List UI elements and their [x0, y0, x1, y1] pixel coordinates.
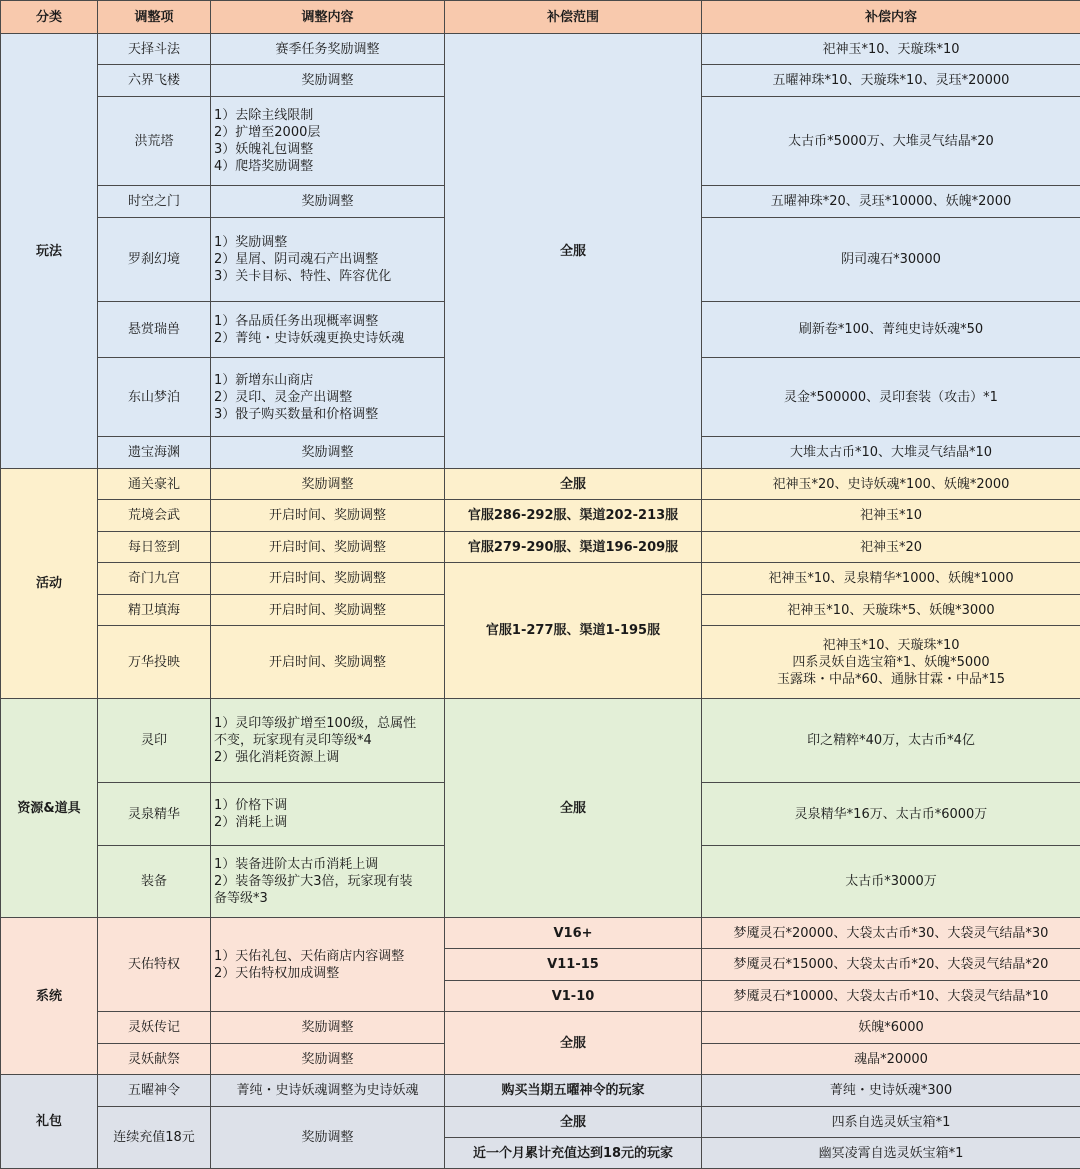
compensation-cell: 幽冥凌霄自选灵妖宝箱*1 — [702, 1138, 1080, 1169]
content-line: 2）强化消耗资源上调 — [214, 750, 340, 765]
table-row — [1, 918, 1080, 949]
content-line: 不变，玩家现有灵印等级*4 — [214, 733, 372, 748]
table-row — [1, 1107, 1080, 1138]
scope-cell: V1-10 — [445, 981, 702, 1012]
item-cell: 洪荒塔 — [98, 97, 211, 186]
content-cell: 菁纯・史诗妖魂调整为史诗妖魂 — [211, 1075, 445, 1107]
content-line: 1）去除主线限制 — [214, 108, 314, 123]
content-line: 3）妖魄礼包调整 — [214, 142, 314, 157]
header-item: 调整项 — [98, 1, 211, 34]
content-line: 2）天佑特权加成调整 — [214, 965, 340, 981]
content-line: 1）装备进阶太古币消耗上调 — [214, 857, 379, 872]
item-cell: 万华投映 — [98, 626, 211, 699]
table-row — [1, 469, 1080, 500]
scope-cell: 官服279-290服、渠道196-209服 — [445, 532, 702, 563]
content-cell: 开启时间、奖励调整 — [211, 595, 445, 626]
table-row — [1, 532, 1080, 563]
compensation-cell: 大堆太古币*10、大堆灵气结晶*10 — [702, 437, 1080, 469]
content-line: 备等级*3 — [214, 891, 268, 906]
scope-cell: 官服1-277服、渠道1-195服 — [445, 563, 702, 699]
compensation-cell: 祀神玉*20 — [702, 532, 1080, 563]
item-cell: 荒境会武 — [98, 500, 211, 532]
compensation-cell: 印之精粹*40万，太古币*4亿 — [702, 699, 1080, 783]
item-cell: 遗宝海渊 — [98, 437, 211, 469]
category-resource: 资源&道具 — [1, 699, 98, 918]
content-cell — [211, 358, 445, 437]
compensation-cell: 祀神玉*10、天璇珠*5、妖魄*3000 — [702, 595, 1080, 626]
compensation-cell: 祀神玉*20、史诗妖魂*100、妖魄*2000 — [702, 469, 1080, 500]
content-cell: 奖励调整 — [211, 437, 445, 469]
content-line: 1）天佑礼包、天佑商店内容调整 — [214, 948, 405, 964]
content-cell — [211, 97, 445, 186]
compensation-cell — [702, 626, 1080, 699]
item-cell: 灵泉精华 — [98, 783, 211, 846]
table-row — [1, 500, 1080, 532]
table-row — [1, 1012, 1080, 1044]
compensation-cell: 阴司魂石*30000 — [702, 218, 1080, 302]
comp-line: 四系灵妖自选宝箱*1、妖魄*5000 — [792, 654, 990, 670]
compensation-cell: 祀神玉*10 — [702, 500, 1080, 532]
category-activity: 活动 — [1, 469, 98, 699]
category-gameplay: 玩法 — [1, 34, 98, 469]
scope-cell: 近一个月累计充值达到18元的玩家 — [445, 1138, 702, 1169]
compensation-cell: 梦魇灵石*10000、大袋太古币*10、大袋灵气结晶*10 — [702, 981, 1080, 1012]
content-line: 2）消耗上调 — [214, 815, 288, 830]
item-cell: 东山梦泊 — [98, 358, 211, 437]
compensation-cell: 太古币*5000万、大堆灵气结晶*20 — [702, 97, 1080, 186]
content-cell — [211, 302, 445, 358]
content-cell: 开启时间、奖励调整 — [211, 532, 445, 563]
item-cell: 五曜神令 — [98, 1075, 211, 1107]
compensation-cell: 五曜神珠*20、灵珏*10000、妖魄*2000 — [702, 186, 1080, 218]
comp-line: 玉露珠・中品*60、通脉甘霖・中品*15 — [776, 671, 1006, 687]
item-cell: 灵印 — [98, 699, 211, 783]
compensation-cell: 五曜神珠*10、天璇珠*10、灵珏*20000 — [702, 65, 1080, 97]
item-cell: 灵妖传记 — [98, 1012, 211, 1044]
content-cell: 开启时间、奖励调整 — [211, 563, 445, 595]
compensation-cell: 祀神玉*10、灵泉精华*1000、妖魄*1000 — [702, 563, 1080, 595]
content-cell: 奖励调整 — [211, 65, 445, 97]
content-line: 1）新增东山商店 — [214, 372, 314, 388]
content-cell: 开启时间、奖励调整 — [211, 626, 445, 699]
content-line: 2）扩增至2000层 — [214, 125, 321, 140]
content-line: 1）奖励调整 — [214, 235, 288, 250]
compensation-cell: 妖魄*6000 — [702, 1012, 1080, 1044]
scope-cell: V11-15 — [445, 949, 702, 981]
content-line: 3）关卡目标、特性、阵容优化 — [214, 269, 392, 284]
content-line: 1）各品质任务出现概率调整 — [214, 313, 379, 329]
item-cell: 通关豪礼 — [98, 469, 211, 500]
scope-cell: 全服 — [445, 1107, 702, 1138]
content-line: 2）菁纯・史诗妖魂更换史诗妖魂 — [214, 330, 405, 346]
compensation-cell: 梦魇灵石*15000、大袋太古币*20、大袋灵气结晶*20 — [702, 949, 1080, 981]
compensation-cell: 刷新卷*100、菁纯史诗妖魂*50 — [702, 302, 1080, 358]
item-cell: 连续充值18元 — [98, 1107, 211, 1169]
header-content: 调整内容 — [211, 1, 445, 34]
compensation-cell: 灵金*500000、灵印套装（攻击）*1 — [702, 358, 1080, 437]
scope-cell: 全服 — [445, 34, 702, 469]
scope-cell: 全服 — [445, 1012, 702, 1075]
compensation-cell: 灵泉精华*16万、太古币*6000万 — [702, 783, 1080, 846]
content-cell — [211, 218, 445, 302]
content-line: 1）灵印等级扩增至100级，总属性 — [214, 716, 417, 731]
item-cell: 时空之门 — [98, 186, 211, 218]
comp-line: 祀神玉*10、天璇珠*10 — [822, 637, 960, 653]
content-line: 1）价格下调 — [214, 798, 288, 813]
scope-cell: 全服 — [445, 699, 702, 918]
compensation-cell: 祀神玉*10、天璇珠*10 — [702, 34, 1080, 65]
header-compensation: 补偿内容 — [702, 1, 1080, 34]
table-row — [1, 563, 1080, 595]
content-line: 2）星屑、阴司魂石产出调整 — [214, 252, 379, 267]
content-cell: 奖励调整 — [211, 1107, 445, 1169]
item-cell: 天佑特权 — [98, 918, 211, 1012]
table-row — [1, 1075, 1080, 1107]
item-cell: 奇门九宫 — [98, 563, 211, 595]
compensation-cell: 菁纯・史诗妖魂*300 — [702, 1075, 1080, 1107]
content-cell — [211, 846, 445, 918]
table-row — [1, 699, 1080, 783]
scope-cell: 购买当期五曜神令的玩家 — [445, 1075, 702, 1107]
header-category: 分类 — [1, 1, 98, 34]
scope-cell: V16+ — [445, 918, 702, 949]
item-cell: 天择斗法 — [98, 34, 211, 65]
content-cell — [211, 699, 445, 783]
content-cell — [211, 918, 445, 1012]
scope-cell: 全服 — [445, 469, 702, 500]
item-cell: 每日签到 — [98, 532, 211, 563]
item-cell: 悬赏瑞兽 — [98, 302, 211, 358]
category-gift: 礼包 — [1, 1075, 98, 1169]
item-cell: 罗刹幻境 — [98, 218, 211, 302]
item-cell: 六界飞楼 — [98, 65, 211, 97]
content-line: 2）灵印、灵金产出调整 — [214, 389, 353, 405]
content-cell: 开启时间、奖励调整 — [211, 500, 445, 532]
compensation-cell: 梦魇灵石*20000、大袋太古币*30、大袋灵气结晶*30 — [702, 918, 1080, 949]
category-system: 系统 — [1, 918, 98, 1075]
compensation-cell: 太古币*3000万 — [702, 846, 1080, 918]
header-row — [1, 1, 1080, 34]
content-cell: 奖励调整 — [211, 1012, 445, 1044]
content-cell: 奖励调整 — [211, 469, 445, 500]
content-cell: 奖励调整 — [211, 186, 445, 218]
item-cell: 灵妖献祭 — [98, 1044, 211, 1075]
content-cell: 赛季任务奖励调整 — [211, 34, 445, 65]
content-line: 3）骰子购买数量和价格调整 — [214, 406, 379, 422]
compensation-cell: 魂晶*20000 — [702, 1044, 1080, 1075]
item-cell: 装备 — [98, 846, 211, 918]
content-line: 4）爬塔奖励调整 — [214, 159, 314, 174]
content-cell: 奖励调整 — [211, 1044, 445, 1075]
content-cell — [211, 783, 445, 846]
header-scope: 补偿范围 — [445, 1, 702, 34]
table-row — [1, 34, 1080, 65]
item-cell: 精卫填海 — [98, 595, 211, 626]
scope-cell: 官服286-292服、渠道202-213服 — [445, 500, 702, 532]
content-line: 2）装备等级扩大3倍，玩家现有装 — [214, 874, 413, 889]
compensation-cell: 四系自选灵妖宝箱*1 — [702, 1107, 1080, 1138]
